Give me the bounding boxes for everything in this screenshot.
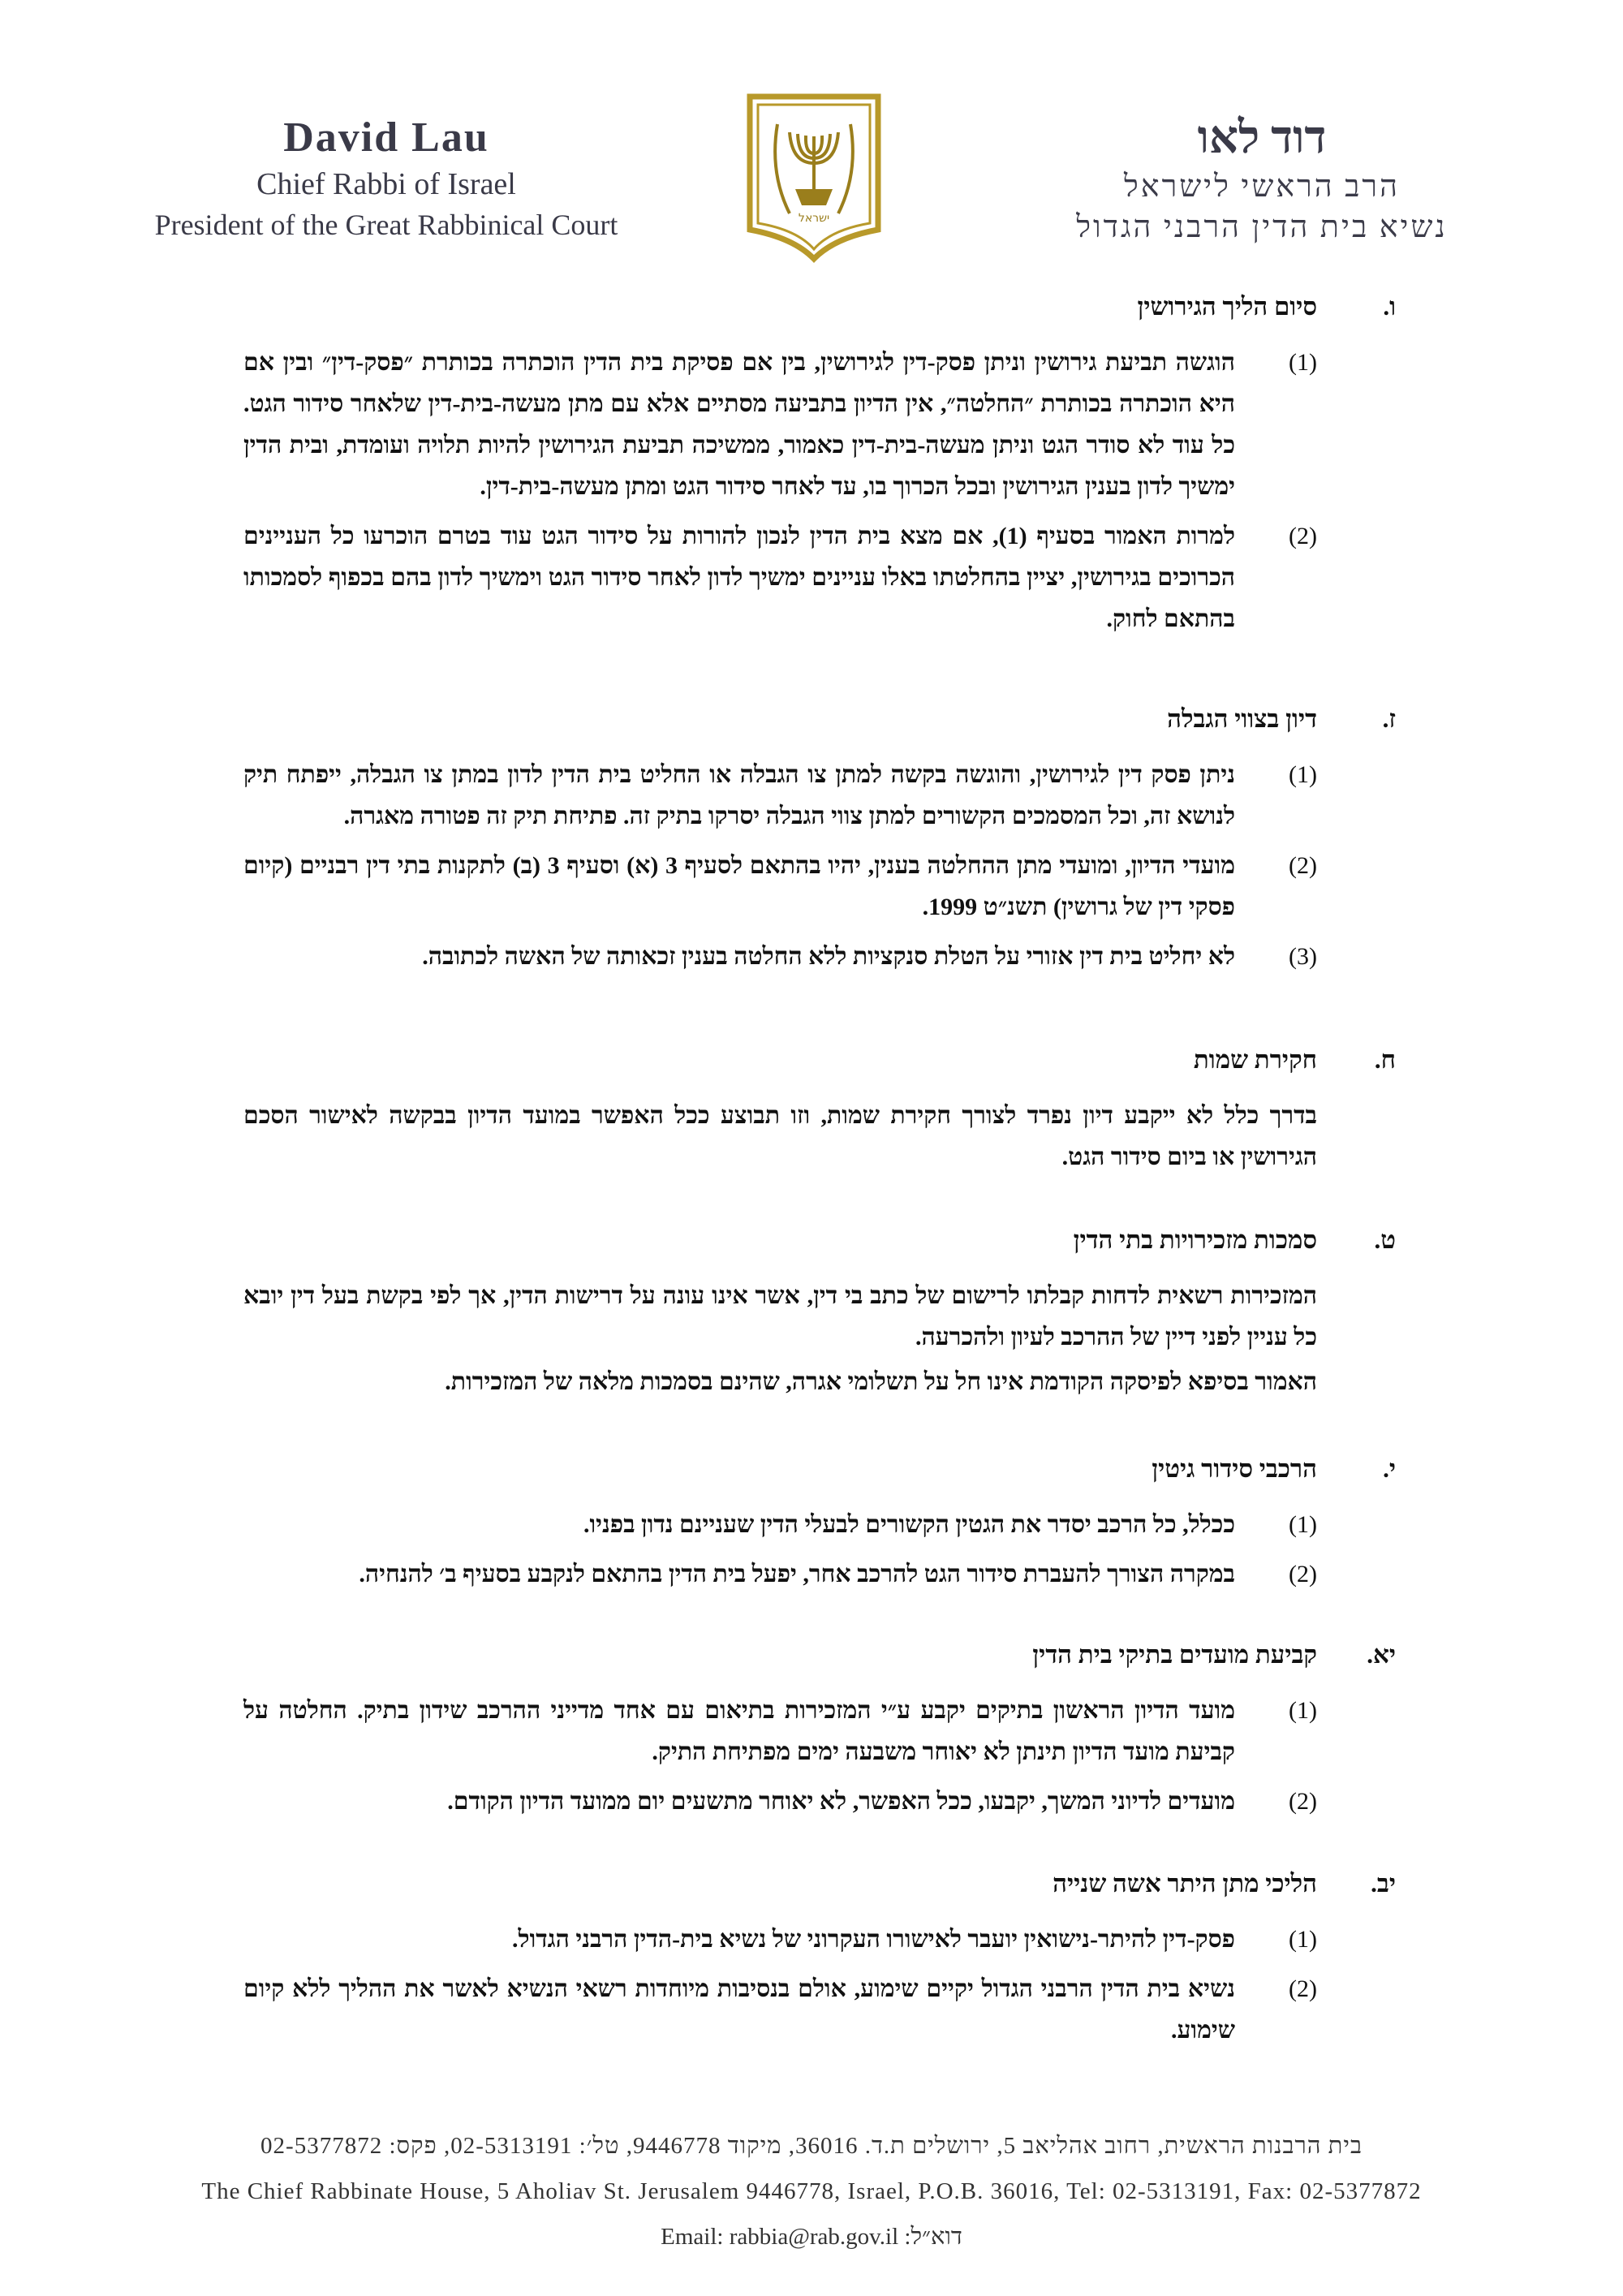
email-link[interactable]: rabbia@rab.gov.il (729, 2224, 899, 2250)
name-en: David Lau (283, 114, 489, 161)
title-en: Chief Rabbi of Israel (256, 167, 516, 201)
subtitle-he: נשיא בית הדין הרבני הגדול (1076, 210, 1448, 244)
section-title: חקירת שמות (1193, 1045, 1317, 1074)
list-item (243, 1919, 1396, 1960)
section-letter: יב. (1371, 1869, 1396, 1898)
list-item (243, 845, 1396, 928)
list-item (243, 936, 1396, 977)
item-text: הוגשה תביעת גירושין וניתן פסק-דין לגירושין, בין אם פסיקת בית הדין הוכתרה בכותרת ״פסק-דין״ ובין אם היא הוכתרה בכותרת ״החלטה״, אין הדיון בתביעה מסתיים אלא עם מתן מעשה-בית-דין שלאחר סידור הגט. כל עוד לא סודר הגט וניתן מעשה-בית-דין כאמור, ממשיכה תביעת הגירושין להיות תלויה ועומדת, ובית הדין ימשיך לדון בענין הגירושין ובכל הכרוך בו, עד לאחר סידור הגט ומתן מעשה-בית-דין. (243, 349, 1235, 500)
item-number: (1) (1289, 349, 1317, 376)
item-text: מועדים לדיוני המשך, יקבעו, ככל האפשר, לא יאוחר מתשעים יום ממועד הדיון הקודם. (447, 1788, 1235, 1815)
section-title: קביעת מועדים בתיקי בית הדין (1032, 1640, 1317, 1669)
item-text: במקרה הצורך להעברת סידור הגט להרכב אחר, יפעל בית הדין בהתאם לנקבע בסעיף ב׳ להנחיה. (359, 1561, 1235, 1587)
item-text: מועד הדיון הראשון בתיקים יקבע ע״י המזכירות בתיאום עם אחד מדייני ההרכב שידון בתיק. החלטה על קביעת מועד הדיון תינתן לא יאוחר משבעה ימים מפתיחת התיק. (243, 1697, 1235, 1765)
list-item (243, 515, 1396, 640)
svg-text:ישראל: ישראל (798, 212, 830, 225)
paragraph: המזכירות רשאית לדחות קבלתו לרישום של כתב בי דין, אשר אינו עונה על דרישות הדין, אך לפי בקשת בעל דין יובא כל עניין לפני דיין של ההרכב לעיון ולהכרעה. (243, 1282, 1317, 1350)
footer-email-line (0, 2224, 1623, 2251)
item-number: (1) (1289, 761, 1317, 788)
item-number: (2) (1289, 523, 1317, 549)
item-number: (2) (1289, 1975, 1317, 2002)
section-title: סיום הליך הגירושין (1137, 292, 1317, 321)
item-number: (2) (1289, 1561, 1317, 1587)
item-number: (1) (1289, 1511, 1317, 1538)
item-number: (1) (1289, 1697, 1317, 1724)
section-title: הרכבי סידור גיטין (1152, 1454, 1317, 1483)
item-text: פסק-דין להיתר-נישואין יועבר לאישורו העקרוני של נשיא בית-הדין הרבני הגדול. (512, 1926, 1235, 1953)
section-letter: ח. (1374, 1045, 1396, 1074)
paragraph: האמור בסיפא לפיסקה הקודמת אינו חל על תשלומי אגרה, שהינם בסמכות מלאה של המזכירות. (445, 1368, 1317, 1395)
name-he: דוד לאו (1197, 113, 1327, 163)
list-item (243, 754, 1396, 837)
list-item (243, 1781, 1396, 1822)
list-item (243, 342, 1396, 507)
item-text: למרות האמור בסעיף (1), אם מצא בית הדין לנכון להורות על סידור הגט עוד בטרם הוכרעו כל העניינים הכרוכים בגירושין, יציין בהחלטתו באלו עניינים ימשיך לדון לאחר סידור הגט וימשיך לדון בהם בכפוף לסמכותו בהתאם לחוק. (243, 523, 1235, 632)
section-title: דיון בצווי הגבלה (1167, 704, 1317, 733)
item-text: מועדי הדיון, ומועדי מתן ההחלטה בענין, יהיו בהתאם לסעיף 3 (א) וסעיף 3 (ב) לתקנות בתי דין רבניים (קיום פסקי דין של גרושין) תשנ״ט 1999. (243, 852, 1235, 920)
list-item (243, 1504, 1396, 1545)
list-item (243, 1690, 1396, 1773)
subtitle-en: President of the Great Rabbinical Court (154, 209, 618, 241)
state-emblem-icon (745, 92, 883, 264)
item-number: (2) (1289, 1788, 1317, 1815)
section-yod (243, 1448, 1396, 1595)
item-text: נשיא בית הדין הרבני הגדול יקיים שימוע, אולם בנסיבות מיוחדות רשאי הנשיא לאשר את ההליך ללא קיום שימוע. (243, 1975, 1235, 2044)
section-letter: ז. (1382, 704, 1396, 733)
section-letter: ו. (1383, 292, 1396, 321)
section-title: הליכי מתן היתר אשה שנייה (1053, 1869, 1317, 1898)
item-text: ככלל, כל הרכב יסדר את הגטין הקשורים לבעלי הדין שעניינם נדון בפניו. (583, 1511, 1235, 1538)
item-number: (2) (1289, 852, 1317, 879)
email-label-en: Email: (661, 2224, 724, 2250)
list-item (243, 1553, 1396, 1595)
footer-address-he: בית הרבנות הראשית, רחוב אהליאב 5, ירושלים ת.ד. 36016, מיקוד 9446778, טל׳: 02-5313191, פקס: 02-5377872 (260, 2133, 1363, 2159)
section-yod-bet (243, 1863, 1396, 2051)
section-tet (243, 1219, 1396, 1402)
title-he: הרב הראשי לישראל (1124, 170, 1400, 204)
section-letter: י. (1383, 1454, 1396, 1483)
email-label-he: דוא״ל: (904, 2224, 962, 2250)
section-title: סמכות מזכירויות בתי הדין (1073, 1226, 1317, 1254)
item-text: ניתן פסק דין לגירושין, והוגשה בקשה למתן צו הגבלה או החליט בית הדין לדון במתן צו הגבלה, ייפתח תיק לנושא זה, וכל המסמכים הקשורים למתן צווי הגבלה יסרקו בתיק זה. פתיחת תיק זה פטורה מאגרה. (243, 761, 1235, 829)
item-number: (1) (1289, 1926, 1317, 1953)
item-number: (3) (1289, 943, 1317, 970)
section-letter: יא. (1367, 1640, 1396, 1669)
section-zayin (243, 698, 1396, 977)
item-text: לא יחליט בית דין אזורי על הטלת סנקציות ללא החלטה בענין זכאותה של האשה לכתובה. (422, 943, 1235, 970)
section-letter: ט. (1374, 1226, 1396, 1254)
list-item (243, 1968, 1396, 2051)
section-yod-alef (243, 1634, 1396, 1822)
section-het (243, 1039, 1396, 1178)
section-vav (243, 286, 1396, 640)
footer-address-en: The Chief Rabbinate House, 5 Aholiav St. Jerusalem 9446778, Israel, P.O.B. 36016, Tel: 02-5313191, Fax: 02-5377872 (201, 2178, 1422, 2204)
paragraph: בדרך כלל לא ייקבע דיון נפרד לצורך חקירת שמות, וזו תבוצע ככל האפשר במועד הדיון בבקשה לאישור הסכם הגירושין או ביום סידור הגט. (243, 1102, 1317, 1170)
